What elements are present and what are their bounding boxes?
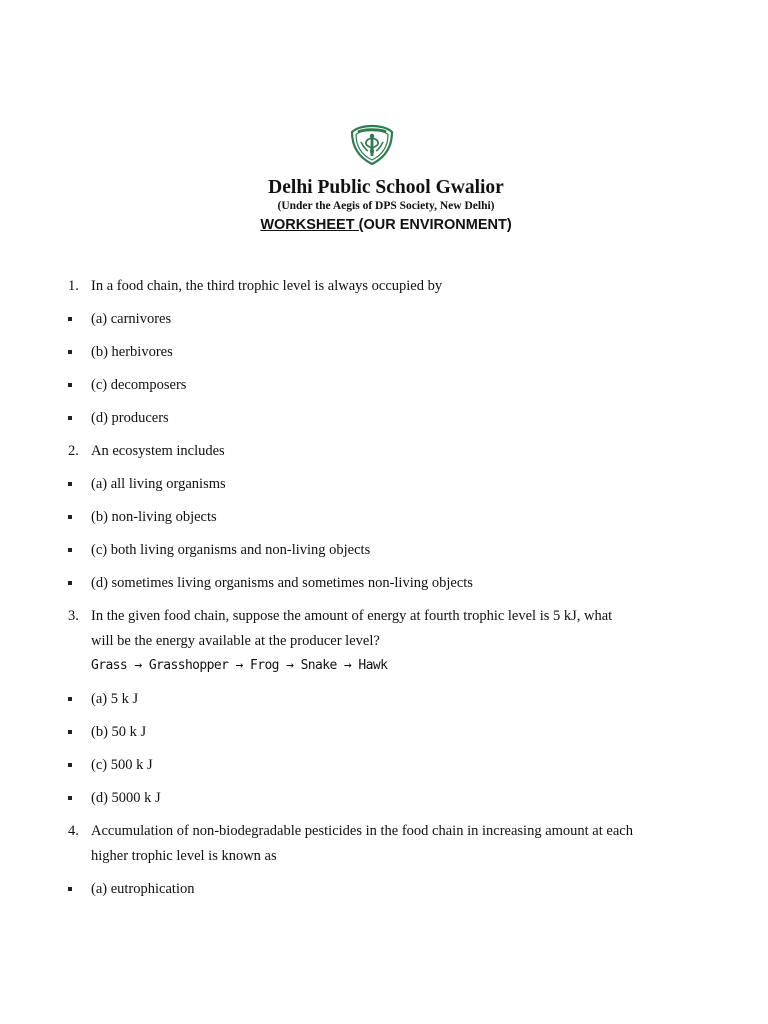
worksheet-topic: OUR ENVIRONMENT): [363, 217, 512, 233]
bullet-icon: [68, 416, 72, 420]
bullet-icon: [68, 482, 72, 486]
option-text: (a) all living organisms: [91, 476, 226, 492]
option-text: (c) 500 k J: [91, 757, 153, 773]
question-text: An ecosystem includes: [91, 443, 225, 459]
question-number: 2.: [68, 443, 79, 459]
option-text: (c) decomposers: [91, 377, 187, 393]
option-text: (b) non-living objects: [91, 509, 217, 525]
bullet-icon: [68, 730, 72, 734]
bullet-icon: [68, 887, 72, 891]
question-text-line-1: In the given food chain, suppose the amount of energy at fourth trophic level is 5 kJ, what: [91, 608, 613, 624]
question-number: 3.: [68, 608, 79, 624]
question-number: 1.: [68, 278, 79, 294]
option-text: (d) producers: [91, 410, 169, 426]
bullet-icon: [68, 317, 72, 321]
option-text: (b) 50 k J: [91, 724, 147, 740]
bullet-icon: [68, 796, 72, 800]
bullet-icon: [68, 515, 72, 519]
bullet-icon: [68, 350, 72, 354]
option-text: (d) sometimes living organisms and sometimes non-living objects: [91, 575, 473, 591]
school-affiliation: (Under the Aegis of DPS Society, New Delhi): [277, 200, 495, 212]
question-text: In a food chain, the third trophic level is always occupied by: [91, 278, 443, 294]
bullet-icon: [68, 581, 72, 585]
school-name: Delhi Public School Gwalior: [268, 177, 504, 198]
question-text-line-1: Accumulation of non-biodegradable pesticides in the food chain in increasing amount at each: [91, 823, 633, 839]
bullet-icon: [68, 763, 72, 767]
worksheet-title: [0, 216, 768, 234]
question-number: 4.: [68, 823, 79, 839]
option-text: (a) eutrophication: [91, 881, 195, 897]
option-text: (b) herbivores: [91, 344, 173, 360]
option-text: (c) both living organisms and non-living objects: [91, 542, 371, 558]
school-crest-logo: [348, 124, 396, 166]
option-text: (a) carnivores: [91, 311, 172, 327]
option-text: (a) 5 k J: [91, 691, 139, 707]
option-text: (d) 5000 k J: [91, 790, 161, 806]
bullet-icon: [68, 548, 72, 552]
question-text-line-2: will be the energy available at the producer level?: [91, 633, 380, 649]
food-chain-text: Grass → Grasshopper → Frog → Snake → Hawk: [91, 658, 388, 673]
bullet-icon: [68, 697, 72, 701]
worksheet-label: WORKSHEET (: [260, 217, 364, 233]
bullet-icon: [68, 383, 72, 387]
question-text-line-2: higher trophic level is known as: [91, 848, 277, 864]
